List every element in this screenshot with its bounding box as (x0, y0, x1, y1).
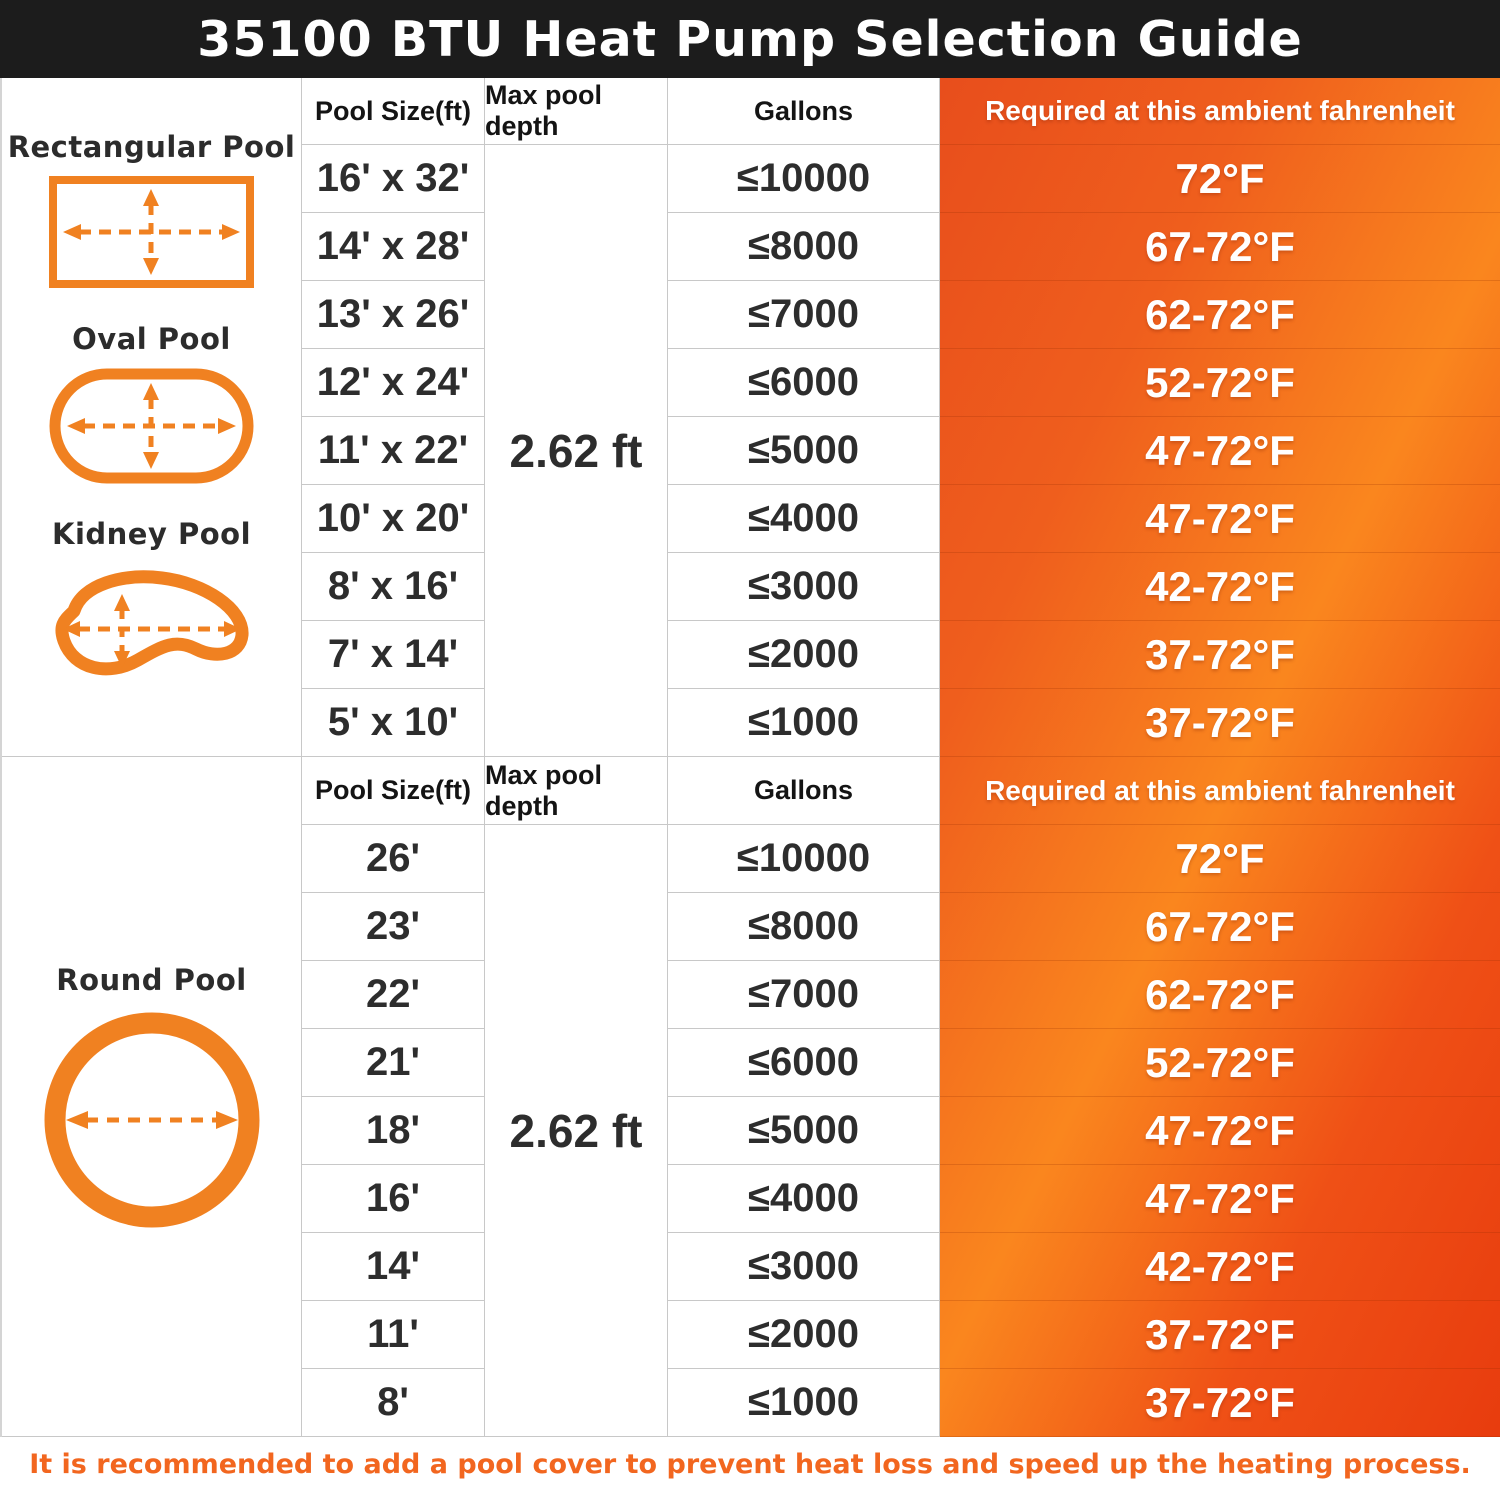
pool-size-cell: 23' (302, 893, 485, 961)
pool-size-cell: 11' (302, 1301, 485, 1369)
gallons-cell: ≤6000 (668, 349, 940, 417)
temperature-cell: 47-72°F (940, 1165, 1500, 1233)
col-header-depth: Max pool depth (485, 78, 668, 145)
gallons-cell: ≤7000 (668, 281, 940, 349)
pool-size-cell: 8' (302, 1369, 485, 1437)
pool-type-rectangular (8, 130, 296, 288)
pool-size-cell: 13' x 26' (302, 281, 485, 349)
temperature-cell: 47-72°F (940, 1097, 1500, 1165)
pool-type-oval (49, 322, 254, 484)
gallons-cell: ≤2000 (668, 621, 940, 689)
temperature-cell: 62-72°F (940, 961, 1500, 1029)
temperature-cell: 62-72°F (940, 281, 1500, 349)
gallons-cell: ≤8000 (668, 213, 940, 281)
depth-cell: 2.62 ft (485, 145, 668, 757)
pool-type-label: Oval Pool (72, 321, 231, 356)
temperature-cell: 42-72°F (940, 553, 1500, 621)
section-rect-oval-kidney (2, 78, 1500, 757)
rectangular-pool-icon (49, 176, 254, 288)
pool-type-round (41, 963, 263, 1231)
depth-cell: 2.62 ft (485, 825, 668, 1437)
pool-type-label: Round Pool (56, 962, 247, 997)
round-pool-icon (41, 1009, 263, 1231)
temperature-cell: 37-72°F (940, 1369, 1500, 1437)
gallons-cell: ≤1000 (668, 689, 940, 757)
gallons-cell: ≤6000 (668, 1029, 940, 1097)
temperature-cell: 37-72°F (940, 621, 1500, 689)
pool-types-cell (2, 78, 302, 757)
temperature-cell: 52-72°F (940, 1029, 1500, 1097)
col-header-temperature: Required at this ambient fahrenheit (940, 78, 1500, 145)
gallons-cell: ≤5000 (668, 1097, 940, 1165)
gallons-cell: ≤4000 (668, 1165, 940, 1233)
pool-size-cell: 11' x 22' (302, 417, 485, 485)
col-header-depth: Max pool depth (485, 757, 668, 825)
pool-size-cell: 26' (302, 825, 485, 893)
temperature-cell: 47-72°F (940, 417, 1500, 485)
temperature-cell: 72°F (940, 145, 1500, 213)
temperature-cell: 42-72°F (940, 1233, 1500, 1301)
col-header-gallons: Gallons (668, 78, 940, 145)
temperature-cell: 47-72°F (940, 485, 1500, 553)
pool-size-cell: 21' (302, 1029, 485, 1097)
pool-size-cell: 14' x 28' (302, 213, 485, 281)
col-header-temperature: Required at this ambient fahrenheit (940, 757, 1500, 825)
temperature-cell: 37-72°F (940, 1301, 1500, 1369)
pool-size-cell: 22' (302, 961, 485, 1029)
gallons-cell: ≤10000 (668, 825, 940, 893)
pool-types-cell (2, 757, 302, 1437)
kidney-pool-icon (44, 563, 259, 698)
gallons-cell: ≤3000 (668, 553, 940, 621)
gallons-cell: ≤3000 (668, 1233, 940, 1301)
col-header-pool-size: Pool Size(ft) (302, 78, 485, 145)
temperature-cell: 67-72°F (940, 213, 1500, 281)
pool-size-cell: 14' (302, 1233, 485, 1301)
gallons-cell: ≤2000 (668, 1301, 940, 1369)
col-header-gallons: Gallons (668, 757, 940, 825)
page-title: 35100 BTU Heat Pump Selection Guide (0, 0, 1500, 78)
gallons-cell: ≤4000 (668, 485, 940, 553)
pool-type-label: Rectangular Pool (7, 129, 296, 164)
temperature-cell: 67-72°F (940, 893, 1500, 961)
gallons-cell: ≤5000 (668, 417, 940, 485)
temperature-cell: 37-72°F (940, 689, 1500, 757)
oval-pool-icon (49, 368, 254, 484)
selection-guide-table (0, 78, 1500, 1437)
pool-size-cell: 12' x 24' (302, 349, 485, 417)
gallons-cell: ≤8000 (668, 893, 940, 961)
pool-size-cell: 16' x 32' (302, 145, 485, 213)
gallons-cell: ≤10000 (668, 145, 940, 213)
pool-size-cell: 18' (302, 1097, 485, 1165)
pool-size-cell: 8' x 16' (302, 553, 485, 621)
gallons-cell: ≤7000 (668, 961, 940, 1029)
pool-size-cell: 7' x 14' (302, 621, 485, 689)
pool-cover-recommendation: It is recommended to add a pool cover to prevent heat loss and speed up the heating process. (29, 1449, 1471, 1480)
col-header-pool-size: Pool Size(ft) (302, 757, 485, 825)
pool-size-cell: 5' x 10' (302, 689, 485, 757)
temperature-cell: 72°F (940, 825, 1500, 893)
pool-size-cell: 10' x 20' (302, 485, 485, 553)
pool-type-label: Kidney Pool (51, 517, 252, 552)
temperature-cell: 52-72°F (940, 349, 1500, 417)
section-round (2, 757, 1500, 1437)
pool-type-kidney (44, 517, 259, 698)
gallons-cell: ≤1000 (668, 1369, 940, 1437)
pool-size-cell: 16' (302, 1165, 485, 1233)
